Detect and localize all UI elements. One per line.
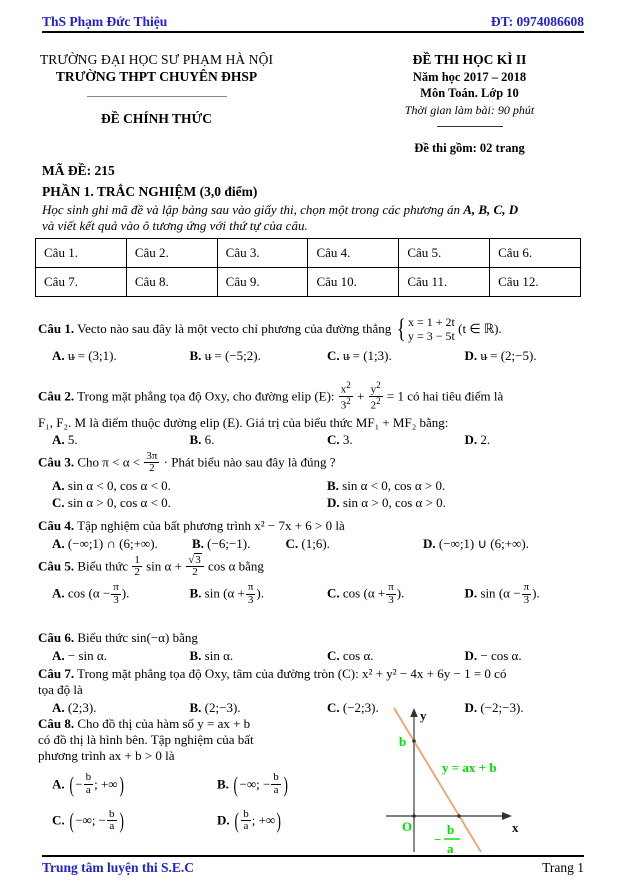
answer-cell[interactable]: Câu 4.	[308, 239, 399, 268]
question-8-options-row1	[38, 772, 368, 799]
instructions-line2: và viết kết quả vào ô tương ứng với thứ tự của câu.	[42, 218, 308, 234]
question-4-label: Câu 4.	[38, 518, 75, 533]
answer-cell[interactable]: Câu 1.	[36, 239, 127, 268]
option-key: D.	[464, 586, 478, 602]
option-text: 3.	[342, 431, 353, 447]
question-5-stem	[38, 556, 588, 579]
pi-over-3: $\frac{\pi}{3}$	[247, 581, 254, 606]
paren-close: )	[283, 771, 288, 797]
b-over-a: $\frac{b}{a}$	[243, 808, 249, 833]
option-key: B.	[327, 478, 339, 494]
question-5-text-b: sin α +	[146, 558, 182, 574]
left-brace: {	[396, 313, 406, 343]
question-2-label: Câu 2.	[38, 388, 75, 404]
paren-open: (	[234, 808, 239, 834]
question-2-options	[38, 432, 588, 448]
option-d[interactable]	[313, 495, 588, 511]
answer-cell[interactable]: Câu 3.	[217, 239, 308, 268]
footer-rule	[42, 855, 584, 857]
option-key: B.	[192, 535, 204, 551]
origin-point	[412, 814, 416, 818]
question-6-text: Biểu thức sin(−α) bằng	[77, 630, 198, 645]
option-key: C.	[327, 431, 340, 447]
option-text: u = (−5;2).	[204, 348, 261, 364]
question-5	[38, 556, 588, 607]
option-right: ; +∞	[94, 775, 118, 791]
option-key: A.	[52, 348, 65, 364]
center-name: Trung tâm luyện thi S.E.C	[42, 860, 195, 875]
option-arg: α −	[92, 586, 111, 602]
question-4-stem	[38, 518, 588, 534]
question-6-stem	[38, 630, 588, 646]
answer-cell[interactable]: Câu 9.	[217, 268, 308, 297]
paren-close: )	[118, 771, 124, 797]
option-key: D.	[464, 431, 478, 447]
option-function: sin	[204, 586, 220, 602]
b-over-a: $\frac{b}{a}$	[273, 771, 279, 796]
option-c[interactable]: C. cos (α + $\frac{\pi}{3}$ ).	[327, 581, 405, 606]
option-key: A.	[52, 535, 65, 551]
masthead-right	[313, 52, 626, 156]
page-number: Trang 1	[542, 860, 584, 875]
instructions-options: A, B, C, D	[463, 202, 519, 217]
option-arg: α −	[503, 586, 521, 602]
question-1-options	[38, 348, 588, 364]
option-b[interactable]	[192, 536, 286, 552]
answer-cell[interactable]: Câu 5.	[399, 239, 490, 268]
option-key: A.	[52, 478, 65, 494]
table-row[interactable]	[36, 268, 581, 297]
question-3-options-row2	[38, 495, 588, 511]
question-2-stem: Câu 2. Trong mặt phẳng tọa độ Oxy, cho đường elip (E): $\frac{x^2}{3^2}$ + $\frac{y^2}{2^2}$ = 1 có hai tiêu điểm là	[38, 380, 504, 412]
option-key: A.	[52, 586, 65, 602]
exam-code-row	[0, 163, 626, 179]
y-axis-label: y	[420, 708, 427, 723]
question-4-options	[38, 536, 588, 552]
coefficient-half: $\frac{1}{2}$	[134, 554, 140, 579]
question-8-text-a: Cho đồ thị của hàm số y = ax + b	[77, 716, 251, 731]
option-text: (2;−3).	[204, 699, 241, 715]
system-row-2: y = 3 − 5t	[408, 329, 455, 344]
question-8-text-c: phương trình ax + b > 0 là	[38, 747, 175, 763]
option-text: (1;6).	[301, 535, 330, 551]
system-of-equations	[395, 315, 455, 343]
instructions-line1: Học sinh ghi mã đề và lập bảng sau vào giấy thi, chọn một trong các phương án	[42, 202, 464, 217]
option-function: cos	[67, 586, 86, 602]
question-1-condition: (t ∈ ℝ).	[458, 321, 502, 337]
option-text: (−2;−3).	[480, 699, 524, 715]
option-key: D.	[423, 535, 436, 551]
duration: Thời gian làm bài: 90 phút	[404, 103, 535, 117]
school-year: Năm học 2017 – 2018	[412, 70, 527, 84]
table-row[interactable]	[36, 239, 581, 268]
option-a[interactable]	[38, 648, 176, 664]
school-name: TRƯỜNG THPT CHUYÊN ĐHSP	[55, 69, 258, 84]
function-equation-label: y = ax + b	[442, 760, 497, 775]
option-b[interactable]	[176, 648, 314, 664]
option-right: ; +∞	[251, 812, 276, 828]
question-4-text: Tập nghiệm của bất phương trình x² − 7x + 6 > 0 là	[77, 518, 345, 533]
question-2-text: Trong mặt phẳng tọa độ Oxy, cho đường elip (E):	[77, 388, 335, 404]
option-text: − cos α.	[480, 647, 522, 663]
option-key: C.	[285, 535, 299, 551]
masthead-left	[0, 52, 313, 156]
question-2-stem-cont: F₁, F₂. M là điểm thuộc đường elip (E). Giá trị của biểu thức MF₁ + MF₂ bằng:	[38, 414, 449, 430]
paren-close: )	[276, 808, 282, 834]
part1-section	[42, 184, 584, 235]
option-key: A.	[52, 647, 65, 663]
answer-cell[interactable]: Câu 6.	[490, 239, 581, 268]
masthead-right-divider	[437, 126, 503, 127]
answer-table[interactable]	[35, 238, 581, 297]
x-intercept-denominator: a	[447, 841, 454, 856]
question-1-stem	[38, 313, 588, 344]
option-arg: α +	[367, 586, 386, 602]
question-7-stem	[38, 666, 588, 682]
option-key: D.	[464, 348, 478, 364]
question-1	[38, 313, 588, 364]
question-8-label: Câu 8.	[38, 716, 75, 731]
answer-cell[interactable]: Câu 11.	[399, 268, 490, 297]
option-c[interactable]	[38, 808, 203, 835]
x-intercept-numerator: b	[447, 822, 455, 837]
option-key: B.	[189, 586, 202, 602]
pi-over-3: $\frac{\pi}{3}$	[388, 581, 394, 606]
option-key: C.	[327, 647, 340, 663]
exam-code: MÃ ĐỀ: 215	[42, 163, 115, 178]
option-a[interactable]	[38, 700, 176, 716]
option-key: B.	[189, 431, 202, 447]
option-text: 5.	[67, 431, 78, 447]
origin-label: O	[402, 819, 413, 834]
question-8-text-b: có đồ thị là hình bên. Tập nghiệm của bất	[38, 731, 254, 747]
x-axis-arrow-icon	[502, 812, 512, 820]
page-count: Đề thi gồm: 02 trang	[414, 141, 525, 155]
option-text: − sin α.	[67, 647, 107, 663]
paren-open: (	[69, 771, 74, 797]
option-text: (−∞;1) ∩ (6;+∞).	[67, 535, 158, 551]
option-a[interactable]: A. cos (α − $\frac{\pi}{3}$ ).	[52, 581, 130, 606]
option-b[interactable]	[176, 432, 314, 448]
option-text: sin α < 0, cos α < 0.	[67, 478, 171, 494]
option-key: C.	[327, 699, 340, 715]
question-8-stem	[38, 716, 368, 732]
option-key: C.	[327, 586, 340, 602]
b-over-a: $\frac{b}{a}$	[85, 771, 92, 796]
question-8-figure	[386, 700, 586, 858]
system-row-1: x = 1 + 2t	[408, 315, 455, 329]
option-text: sin α < 0, cos α > 0.	[342, 478, 446, 494]
option-text: sin α.	[204, 647, 234, 663]
question-2	[38, 382, 588, 447]
pi-over-3: $\frac{\pi}{3}$	[523, 581, 530, 606]
answer-cell[interactable]: Câu 2.	[126, 239, 217, 268]
option-c[interactable]	[313, 432, 451, 448]
option-d[interactable]	[451, 348, 589, 364]
question-6-options	[38, 648, 588, 664]
question-7-stem-cont: tọa độ là	[38, 681, 83, 697]
question-3-label: Câu 3.	[38, 454, 75, 470]
option-c[interactable]	[38, 495, 313, 511]
option-text: 2.	[480, 431, 491, 447]
question-4	[38, 518, 588, 552]
option-text: (−∞;1) ∪ (6;+∞).	[438, 535, 529, 551]
question-8	[38, 716, 368, 835]
option-key: D.	[464, 699, 478, 715]
option-arg: α +	[227, 586, 245, 602]
option-key: B.	[217, 775, 229, 791]
option-key: C.	[327, 348, 340, 364]
option-text: cos α.	[342, 647, 374, 663]
question-1-text: Vecto nào sau đây là một vecto chỉ phương của đường thẳng	[77, 321, 392, 337]
paren-close: )	[118, 808, 124, 834]
option-tail: .	[126, 586, 130, 602]
option-text: (−6;−1).	[207, 535, 251, 551]
option-tail: .	[401, 586, 405, 602]
exam-title: ĐỀ THI HỌC KÌ II	[412, 52, 527, 67]
question-5-label: Câu 5.	[38, 558, 75, 574]
option-d[interactable]	[451, 648, 589, 664]
page-footer	[42, 860, 584, 876]
university-name: TRƯỜNG ĐẠI HỌC SƯ PHẠM HÀ NỘI	[39, 52, 274, 67]
option-text: (2;3).	[67, 699, 97, 715]
masthead	[0, 52, 626, 156]
answer-cell[interactable]: Câu 10.	[308, 268, 399, 297]
question-8-options-row2	[38, 808, 368, 835]
pi-over-3: $\frac{\pi}{3}$	[113, 581, 119, 606]
paren-open: (	[69, 808, 74, 834]
subject-grade: Môn Toán. Lớp 10	[420, 86, 519, 100]
masthead-left-divider	[87, 96, 227, 97]
option-key: D.	[464, 647, 478, 663]
question-2-text-b: = 1 có hai tiêu điểm là	[386, 388, 504, 404]
option-b[interactable]: B. sin (α + $\frac{\pi}{3}$ ).	[189, 581, 264, 606]
question-5-options	[38, 583, 588, 606]
option-text: (−2;3).	[342, 699, 379, 715]
question-3-text: Cho π < α <	[77, 454, 141, 470]
ellipse-term-x: $\frac{x^2}{3^2}$	[340, 380, 351, 412]
question-3-stem	[38, 452, 588, 475]
option-b[interactable]	[176, 700, 314, 716]
option-a[interactable]	[38, 432, 176, 448]
option-c[interactable]	[286, 536, 424, 552]
x-axis-label: x	[512, 820, 519, 835]
option-key: D.	[217, 812, 230, 828]
option-b[interactable]	[176, 348, 314, 364]
question-3-text-b: · Phát biểu nào sau đây là đúng ?	[163, 454, 336, 470]
option-c[interactable]	[313, 348, 451, 364]
option-c[interactable]	[313, 648, 451, 664]
question-5-text: Biểu thức	[77, 558, 129, 574]
x-intercept-point	[457, 814, 461, 818]
question-3-options-row1	[38, 478, 588, 494]
y-intercept-point	[412, 739, 416, 743]
exam-code-spacer	[313, 163, 626, 179]
option-a[interactable]	[38, 536, 192, 552]
answer-cell[interactable]: Câu 7.	[36, 268, 127, 297]
question-1-label: Câu 1.	[38, 321, 75, 337]
option-d[interactable]	[423, 536, 588, 552]
question-7-label: Câu 7.	[38, 666, 75, 681]
b-over-a: $\frac{b}{a}$	[109, 808, 115, 833]
option-left: −∞; −	[239, 775, 271, 791]
y-intercept-label: b	[399, 734, 407, 749]
option-d[interactable]	[203, 808, 368, 835]
angle-bound-fraction: $\frac{3\pi}{2}$	[146, 450, 158, 475]
official-label: ĐỀ CHÍNH THỨC	[100, 111, 212, 126]
option-text: 6.	[204, 431, 215, 447]
question-6-label: Câu 6.	[38, 630, 75, 645]
question-7-text: Trong mặt phẳng tọa độ Oxy, tâm của đường tròn (C): x² + y² − 4x + 6y − 1 = 0 có	[77, 666, 507, 681]
option-a[interactable]	[38, 478, 313, 494]
part1-title: PHẦN 1. TRẮC NGHIỆM (3,0 điểm)	[42, 184, 258, 199]
option-d[interactable]: D. sin (α − $\frac{\pi}{3}$ ).	[464, 581, 540, 606]
option-text: u = (3;1).	[67, 348, 117, 364]
question-3	[38, 452, 588, 511]
option-key: A.	[52, 431, 65, 447]
option-text: sin α > 0, cos α < 0.	[67, 495, 171, 511]
option-tail: .	[536, 586, 540, 602]
option-key: A.	[52, 775, 65, 791]
option-text: u = (1;3).	[342, 348, 392, 364]
header-rule	[42, 31, 584, 33]
option-a[interactable]	[38, 348, 176, 364]
option-key: D.	[327, 495, 340, 511]
option-a[interactable]	[38, 772, 203, 799]
option-function: sin	[480, 586, 496, 602]
option-key: B.	[189, 647, 202, 663]
option-tail: .	[260, 586, 264, 602]
option-left: −	[75, 775, 83, 791]
option-b[interactable]	[313, 478, 588, 494]
option-text: u = (2;−5).	[480, 348, 537, 364]
option-b[interactable]	[203, 772, 368, 799]
ellipse-term-y: $\frac{y^2}{2^2}$	[370, 380, 381, 412]
paren-open: (	[233, 771, 239, 797]
author-name: ThS Phạm Đức Thiệu	[42, 14, 168, 29]
y-axis-arrow-icon	[410, 708, 418, 717]
option-d[interactable]	[451, 432, 589, 448]
option-key: C.	[52, 495, 65, 511]
answer-cell[interactable]: Câu 12.	[490, 268, 581, 297]
question-5-text-c: cos α bằng	[207, 558, 264, 574]
running-head	[42, 14, 584, 30]
x-intercept-sign: −	[434, 832, 442, 847]
question-6	[38, 630, 588, 664]
coefficient-sqrt3-over-2: $\frac{√3}{2}$	[186, 555, 204, 578]
option-function: cos	[342, 586, 361, 602]
option-key: A.	[52, 699, 65, 715]
option-key: B.	[189, 699, 202, 715]
answer-cell[interactable]: Câu 8.	[126, 268, 217, 297]
option-text: sin α > 0, cos α > 0.	[342, 495, 446, 511]
option-key: C.	[52, 812, 65, 828]
option-left: −∞; −	[75, 812, 107, 828]
part1-instructions	[42, 202, 584, 235]
phone-number: ĐT: 0974086608	[490, 14, 584, 29]
option-key: B.	[189, 348, 202, 364]
linear-function-graph	[386, 700, 586, 858]
